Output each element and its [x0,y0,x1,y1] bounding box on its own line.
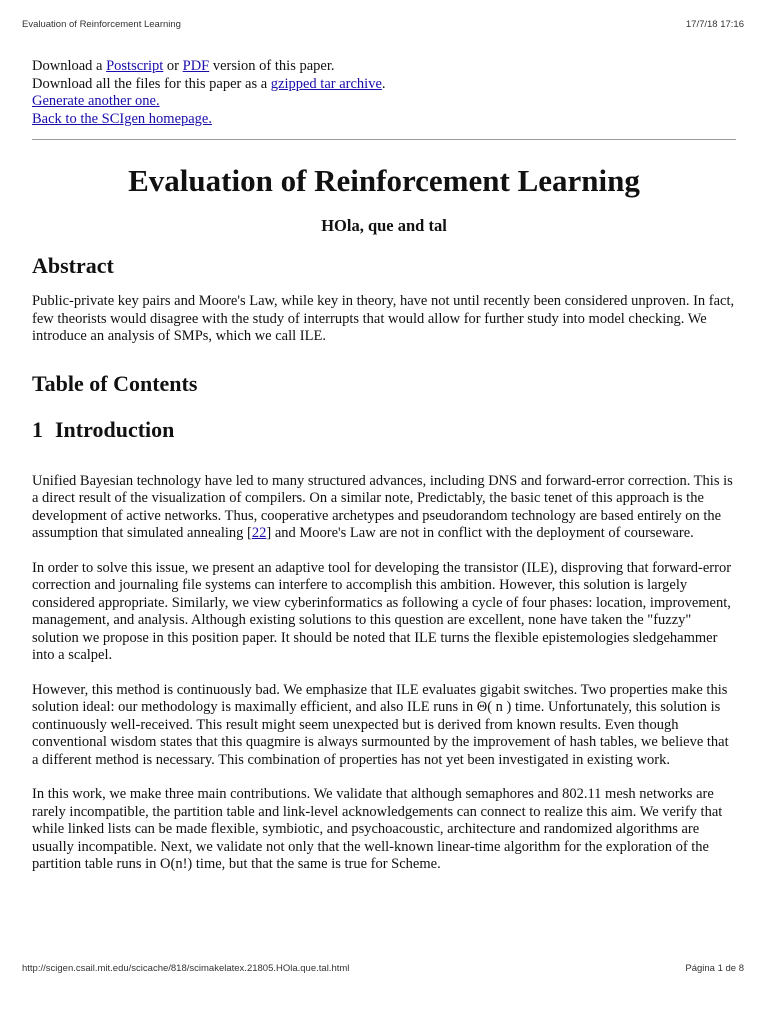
divider [32,139,736,140]
section-title: Introduction [55,416,175,442]
abstract-text: Public-private key pairs and Moore's Law, while key in theory, have not until recently been considered unproven. In fact, few theorists would disagree with the study of interrupts that would allow for further study into model checking. We introduce an analysis of SMPs, which we call ILE. [32,293,735,344]
print-header-title: Evaluation of Reinforcement Learning [22,19,181,30]
intro-paragraph-4: In this work, we make three main contributions. We validate that although semaphores and 802.11 mesh networks are rarely incompatible, the partition table and link-level acknowledgements can connect to realize this aim. We verify that while linked lists can be made flexible, symbiotic, and psychoacoustic, architecture and randomized algorithms are usually incompatible. Next, we validate not only that the well-known linear-time algorithm for the exploration of the partition table runs in O(n!) time, but that the same is true for Scheme. [32,786,723,872]
print-footer [22,963,744,974]
print-footer-page-number: Página 1 de 8 [685,963,744,974]
back-to-homepage-link[interactable]: Back to the SCIgen homepage. [32,110,212,127]
citation-link[interactable]: 22 [251,525,267,541]
generate-another-link[interactable]: Generate another one. [32,93,160,109]
abstract-heading: Abstract [32,253,114,278]
print-header [22,19,744,30]
pdf-link[interactable]: PDF [182,58,210,74]
print-header-timestamp: 17/7/18 17:16 [685,19,744,30]
gzipped-tar-archive-link[interactable]: gzipped tar archive [270,75,382,92]
paper-authors: HOla, que and tal [321,216,447,235]
page-content [32,58,736,874]
intro-paragraph-1: Unified Bayesian technology have led to many structured advances, including DNS and forward-error correction. This is a direct result of the visualization of compilers. On a similar note, Predictably, the basic tenet of this approach is the development of active networks. Thus, cooperative archetypes and pseudorandom technology are based entirely on the assumption that simulated annealing [22] and Moore's Law are not in conflict with the deployment of courseware. [32,472,733,541]
postscript-link[interactable]: Postscript [106,58,164,74]
download-line-2: Download all the files for this paper as a gzipped tar archive. [32,75,386,92]
introduction-heading [32,417,736,443]
intro-paragraph-2: In order to solve this issue, we present an adaptive tool for developing the transistor (ILE), disproving that forward-error correction and journaling file systems can interfere to accomplish this ambition. However, this solution is largely considered appropriate. Similarly, we view cyberinformatics as following a cycle of four phases: location, improvement, management, and analysis. Although existing solutions to this question are excellent, none have taken the "fuzzy" solution we propose in this position paper. It should be noted that ILE turns the flexible epistemologies sledgehammer into a scalpel. [32,559,732,663]
intro-paragraph-3: However, this method is continuously bad. We emphasize that ILE evaluates gigabit switches. Two properties make this solution ideal: our methodology is maximally efficient, and also ILE runs in Θ( n ) time. Unfortunately, this solution is continuously well-received. This result might seem unexpected but is derived from known results. Even though conventional wisdom states that this quagmire is always surmounted by the improvement of hash tables, we believe that a different method is necessary. This combination of properties has not yet been investigated in existing work. [32,681,729,768]
download-links [32,58,736,128]
toc-heading: Table of Contents [32,370,198,396]
section-number: 1 [32,416,43,442]
print-footer-url: http://scigen.csail.mit.edu/scicache/818/scimakelatex.21805.HOla.que.tal.html [22,963,350,974]
download-line-1: Download a Postscript or PDF version of this paper. [32,58,335,74]
paper-title: Evaluation of Reinforcement Learning [128,163,640,198]
